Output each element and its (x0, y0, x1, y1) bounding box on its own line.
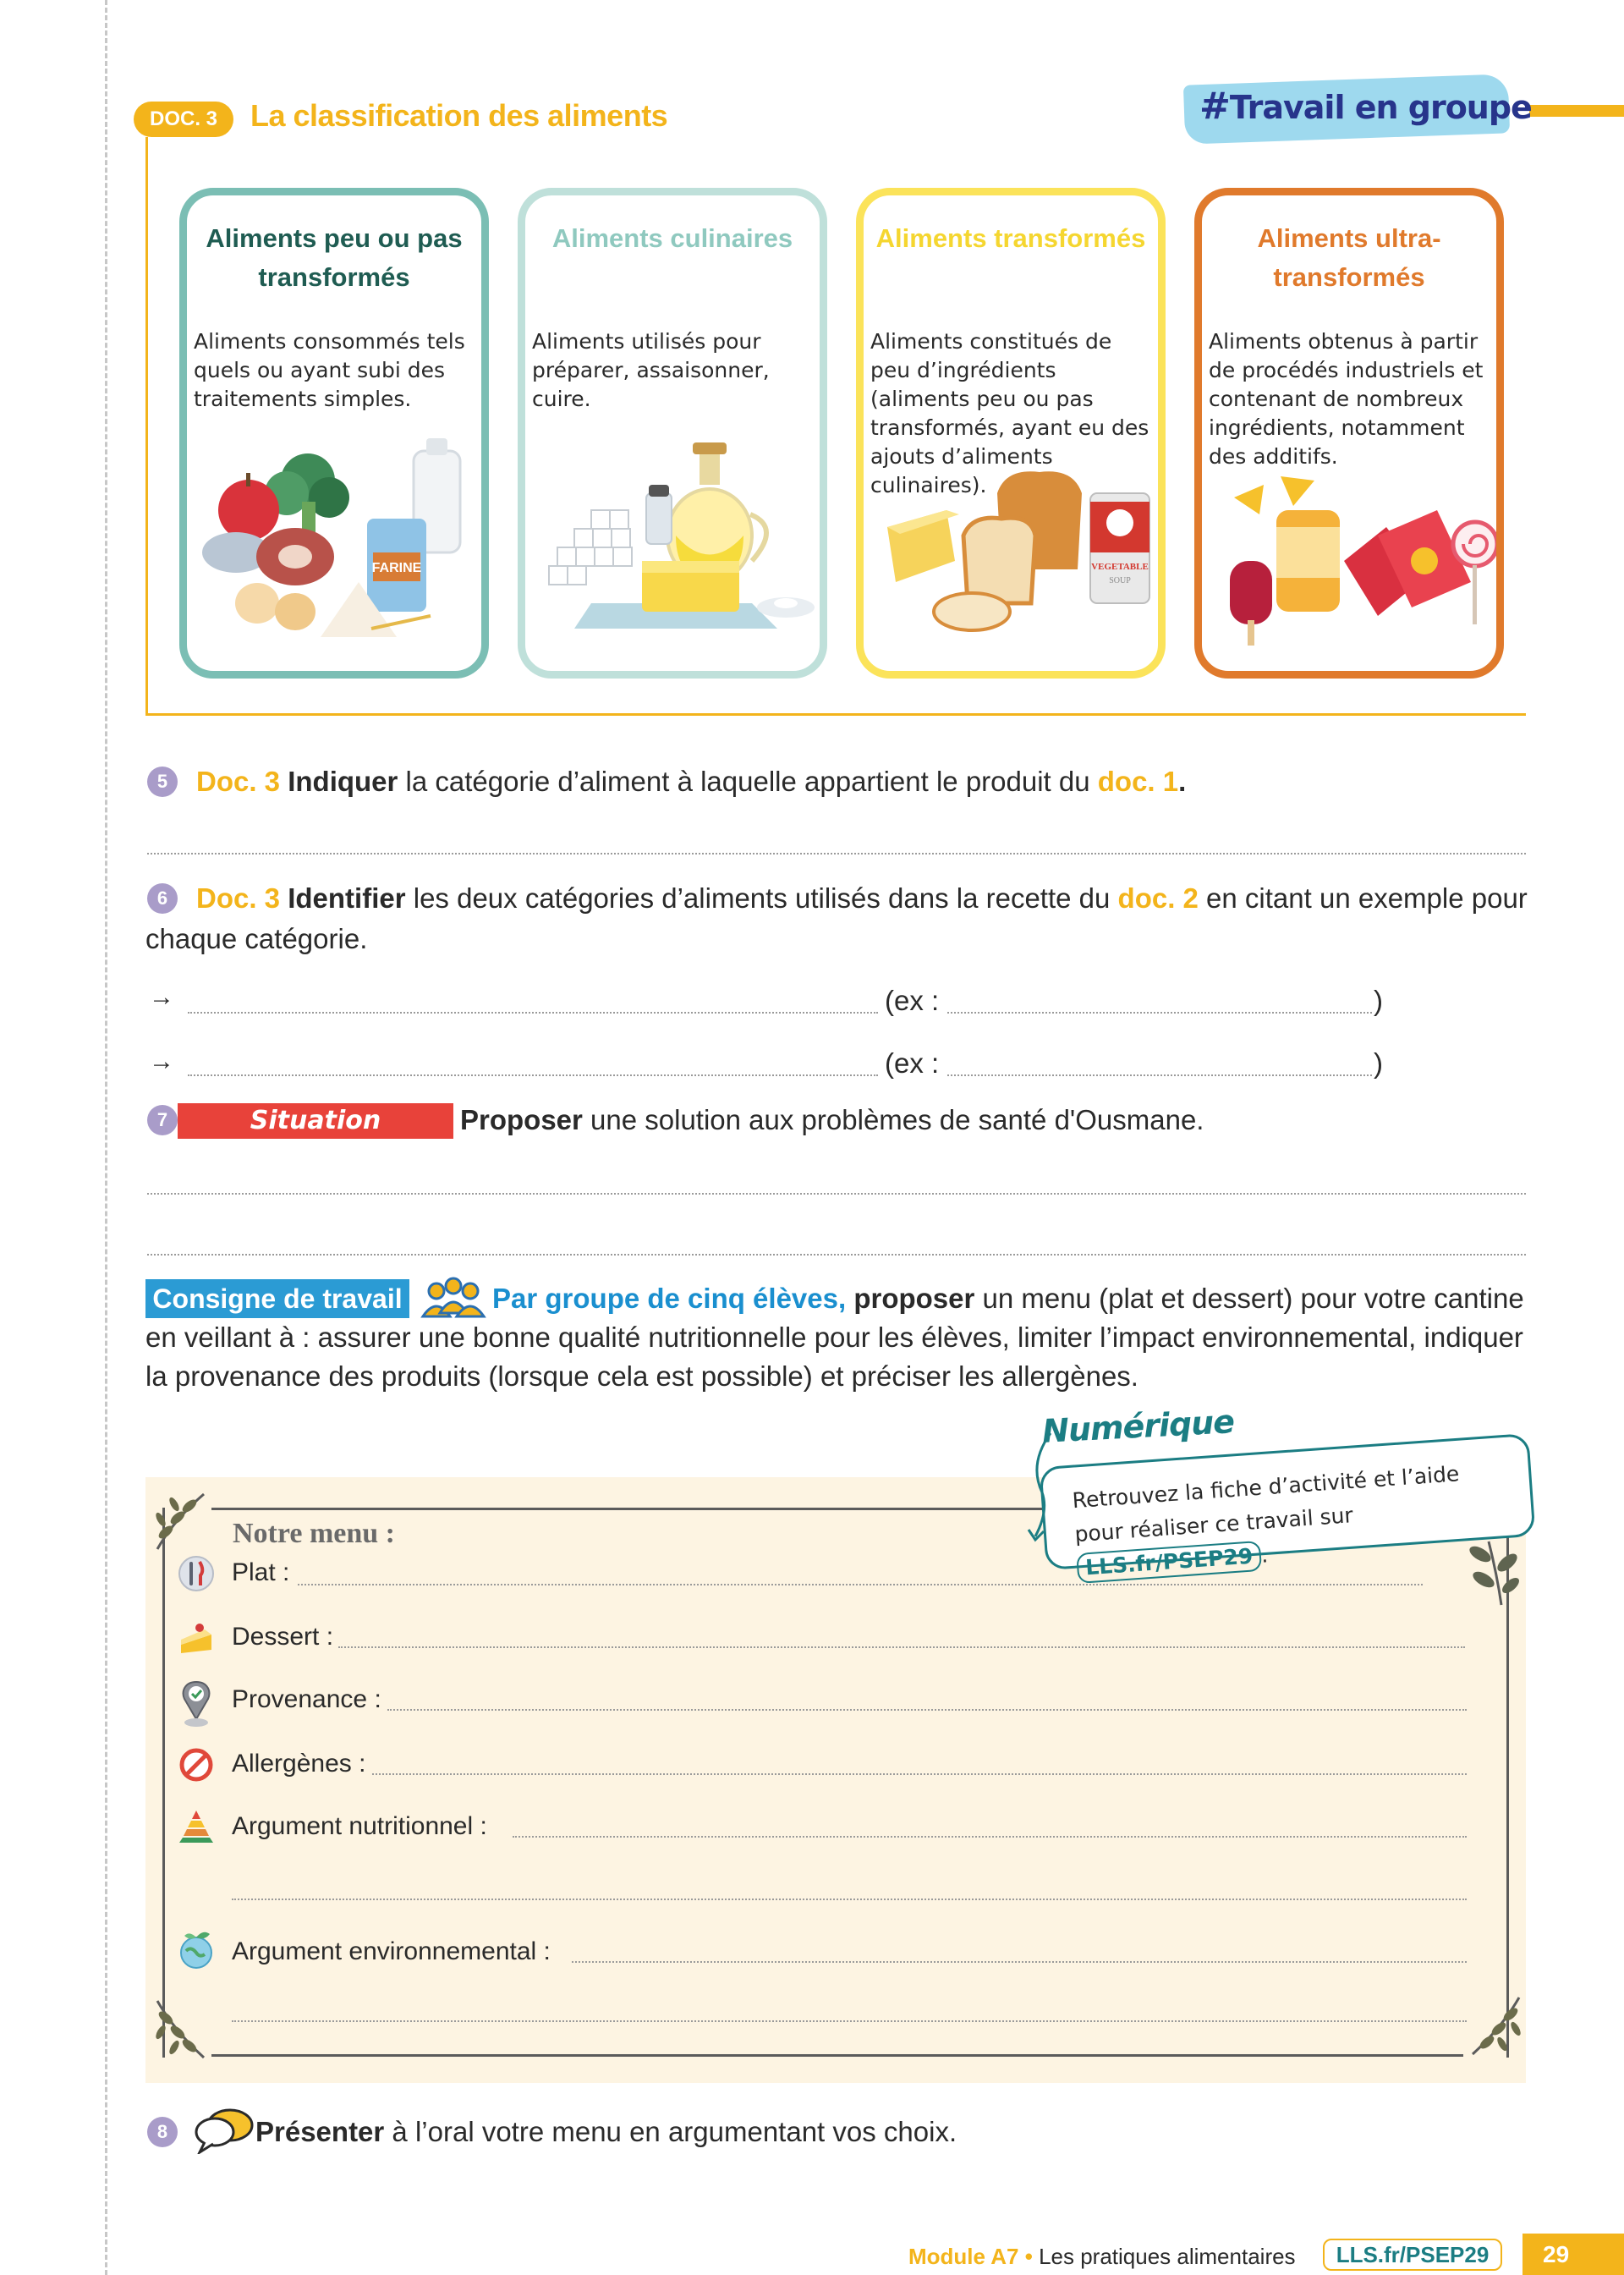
menu-row-label: Provenance : (232, 1685, 381, 1713)
svg-text:VEGETABLE: VEGETABLE (1091, 562, 1149, 572)
menu-row-label: Allergènes : (232, 1750, 366, 1778)
ultra-processed-foods-illustration (1217, 434, 1496, 654)
card-culinary (518, 188, 827, 679)
menu-frame-bottom (211, 2054, 1463, 2057)
group-badge-label: #Travail en groupe (1199, 85, 1532, 128)
question-7-text: Proposer une solution aux problèmes de santé d'Ousmane. (460, 1104, 1204, 1135)
card-unprocessed (179, 188, 489, 679)
menu-row-label: Argument environnemental : (232, 1937, 551, 1965)
nutrition-input-line[interactable] (513, 1836, 1467, 1838)
category-answer-line[interactable] (188, 1012, 878, 1014)
doc-label: DOC. 3 (134, 102, 233, 137)
question-6-text: Doc. 3 Identifier les deux catégories d’aliments utilisés dans la recette du doc. 2 en citant un exemple pour chaque catégorie. (145, 882, 1528, 954)
question-8-text: Présenter à l’oral votre menu en argumentant vos choix. (255, 2116, 957, 2147)
page-number: 29 (1522, 2234, 1624, 2275)
cutlery-icon (178, 1555, 215, 1592)
menu-frame (162, 1508, 1509, 2058)
card-title: Aliments culinaires (551, 223, 793, 253)
card-processed (856, 188, 1166, 679)
menu-title: Notre menu : (233, 1518, 395, 1549)
answer-line[interactable] (147, 1254, 1526, 1256)
cake-icon (178, 1619, 215, 1657)
environment-input-line[interactable] (572, 1961, 1467, 1963)
answer-line[interactable] (147, 1193, 1526, 1195)
provenance-input-line[interactable] (387, 1709, 1467, 1711)
svg-text:SOUP: SOUP (1109, 576, 1131, 585)
laurel-icon (149, 1486, 208, 1553)
svg-text:FARINE: FARINE (371, 561, 422, 575)
work-instruction-text: Par groupe de cinq élèves, proposer un menu (plat et dessert) pour votre cantine en veillant à : assurer une bonne qualité nutritionnelle pour les élèves, limiter l’impact environnemental, indiquer la provenance des produits (lorsque cela est possible) et préciser les allergènes. (145, 1283, 1524, 1392)
curved-arrow-icon (1025, 1430, 1062, 1548)
question-number: 5 (147, 767, 178, 797)
food-pyramid-icon (178, 1807, 215, 1844)
card-ultra-processed (1194, 188, 1504, 679)
card-description: Aliments utilisés pour préparer, assaisonner, cuire. (532, 329, 770, 411)
example-open-label: (ex : (885, 1047, 940, 1079)
situation-badge: Situation introductive (178, 1103, 453, 1139)
category-answer-line[interactable] (188, 1074, 878, 1076)
card-description: Aliments consommés tels quels ou ayant subi des traitements simples. (194, 329, 465, 411)
plat-input-line[interactable] (298, 1584, 1423, 1585)
question-number: 7 (147, 1105, 178, 1135)
culinary-foods-illustration (540, 434, 820, 654)
menu-row-label: Dessert : (232, 1623, 334, 1651)
allergenes-input-line[interactable] (372, 1773, 1467, 1775)
hashtag-icon: # (1199, 85, 1230, 128)
card-title: Aliments ultra-transformés (1257, 223, 1441, 292)
card-description: Aliments constitués de peu d’ingrédients (aliments peu ou pas transformés, ayant eu des ajouts d’aliments culinaires). (870, 329, 1149, 497)
example-open-label: (ex : (885, 985, 940, 1016)
lls-link[interactable]: LLS.fr/PSEP29 (1076, 1541, 1262, 1584)
laurel-icon (1468, 1993, 1528, 2061)
answer-line[interactable] (147, 853, 1526, 854)
menu-row-label: Plat : (232, 1558, 290, 1586)
processed-foods-illustration (879, 434, 1158, 654)
example-answer-line[interactable] (947, 1012, 1372, 1014)
menu-row-label: Argument nutritionnel : (232, 1812, 487, 1840)
environment-input-line-2[interactable] (232, 2020, 1467, 2022)
doc-frame-bottom (145, 713, 1526, 716)
arrow-icon: → (149, 983, 174, 1011)
example-close-label: ) (1374, 1047, 1383, 1079)
footer-module: Module A7 • Les pratiques alimentaires (908, 2244, 1296, 2269)
location-pin-icon (178, 1679, 215, 1729)
menu-frame-top (211, 1508, 1057, 1510)
arrow-icon: → (149, 1047, 174, 1075)
raw-foods-illustration (202, 434, 481, 654)
nutrition-input-line-2[interactable] (232, 1899, 1467, 1900)
card-title: Aliments transformés (875, 223, 1146, 253)
question-5-text: Doc. 3 Indiquer la catégorie d’aliment à laquelle appartient le produit du doc. 1. (196, 766, 1187, 797)
footer-lls-link[interactable]: LLS.fr/PSEP29 (1323, 2239, 1502, 2271)
work-instruction-badge: Consigne de travail (145, 1279, 409, 1318)
doc-title: La classification des aliments (250, 98, 668, 133)
question-number: 6 (147, 883, 178, 914)
laurel-icon (149, 1997, 208, 2064)
card-title: Aliments peu ou pas transformés (206, 223, 463, 292)
speech-bubbles-icon (193, 2107, 255, 2154)
dessert-input-line[interactable] (338, 1646, 1465, 1648)
doc-frame-left (145, 137, 148, 716)
earth-leaf-icon (178, 1929, 215, 1971)
numerique-text: Retrouvez la fiche d’activité et l’aide pour réaliser ce travail sur LLS.fr/PSEP29 . (1071, 1453, 1517, 1585)
numerique-title: Numérique (1041, 1403, 1236, 1450)
question-number: 8 (147, 2117, 178, 2147)
card-description: Aliments obtenus à partir de procédés industriels et contenant de nombreux ingrédients, notamment des additifs. (1209, 329, 1484, 469)
example-close-label: ) (1374, 985, 1383, 1016)
group-badge-bar (1529, 105, 1624, 117)
example-answer-line[interactable] (947, 1074, 1372, 1076)
margin-guide (105, 0, 107, 2275)
forbidden-icon (178, 1746, 215, 1783)
